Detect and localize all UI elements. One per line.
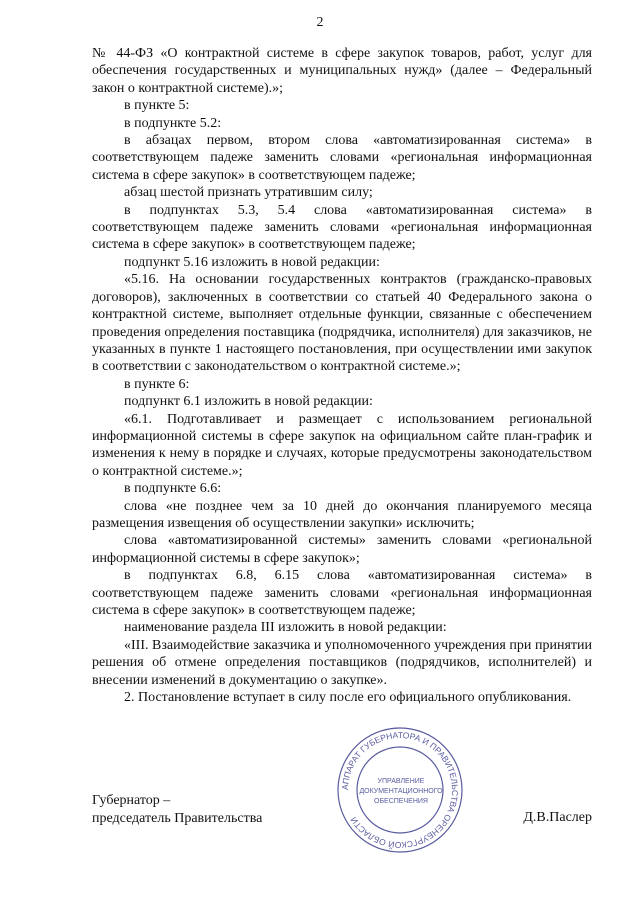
paragraph: подпункт 5.16 изложить в новой редакции: <box>124 254 380 270</box>
signatory-name: Д.В.Паслер <box>523 810 592 825</box>
paragraph: в пункте 6: <box>124 376 190 392</box>
paragraph: в абзацах первом, втором слова «автоматизированная система» в соответствующем падеже заменить словами «региональная информационная система в сфере закупок» в соответствующем падеже; <box>92 133 592 183</box>
paragraph: абзац шестой признать утратившим силу; <box>124 185 373 201</box>
document-body <box>92 45 592 706</box>
paragraph: «III. Взаимодействие заказчика и уполномоченного учреждения при принятии решения об отмене определения поставщиков (подрядчиков, исполнителей) и внесении изменений в документацию о закупке». <box>92 637 592 688</box>
paragraph: 2. Постановление вступает в силу после его официального опубликования. <box>124 690 572 706</box>
paragraph: № 44-ФЗ «О контрактной системе в сфере закупок товаров, работ, услуг для обеспечения государственных и муниципальных нужд» (далее – Федеральный закон о контрактной системе).»; <box>92 46 592 96</box>
paragraph: в подпунктах 6.8, 6.15 слова «автоматизированная система» в соответствующем падеже заменить словами «региональная информационная система в сфере закупок» в соответствующем падеже; <box>92 568 592 618</box>
paragraph: подпункт 6.1 изложить в новой редакции: <box>124 394 373 410</box>
stamp-ring-text: АППАРАТ ГУБЕРНАТОРА И ПРАВИТЕЛЬСТВА ОРЕНБУРГСКОЙ ОБЛАСТИ <box>339 729 461 851</box>
paragraph: в подпунктах 5.3, 5.4 слова «автоматизированная система» в соответствующем падеже заменить словами «региональная информационная система в сфере закупок» в соответствующем падеже; <box>92 202 592 253</box>
paragraph: слова «автоматизированной системы» заменить словами «региональной информационной системы в сфере закупок»; <box>92 533 592 566</box>
official-stamp <box>335 725 465 855</box>
paragraph: в пункте 5: <box>124 98 190 114</box>
signatory-position: председатель Правительства <box>92 811 263 826</box>
stamp-line-1: УПРАВЛЕНИЕ <box>377 778 425 785</box>
paragraph: слова «не позднее чем за 10 дней до окончания планируемого месяца размещения извещения об осуществлении закупки» исключить; <box>92 498 592 531</box>
stamp-line-3: ОБЕСПЕЧЕНИЯ <box>374 798 428 805</box>
paragraph: «5.16. На основании государственных контрактов (гражданско-правовых договоров), заключенных в соответствии со статьей 40 Федерального закона о контрактной системе, выполняет отдельные функции, связанные с обеспечением проведения определения поставщика (подрядчика, исполнителя) для заказчиков, не указанных в пункте 1 настоящего постановления, при осуществлении ими закупок в соответствии с законодательством о контрактной системе.»; <box>92 272 592 375</box>
paragraph: наименование раздела III изложить в новой редакции: <box>124 620 447 636</box>
paragraph: в подпункте 5.2: <box>124 115 222 131</box>
stamp-line-2: ДОКУМЕНТАЦИОННОГО <box>359 788 443 795</box>
paragraph: «6.1. Подготавливает и размещает с использованием региональной информационной системы в сфере закупок на официальном сайте план-график и изменения к нему в порядке и случаях, которые предусмотрены законодательством о контрактной системе.»; <box>92 411 592 479</box>
paragraph: в подпункте 6.6: <box>124 481 222 497</box>
signatory-title: Губернатор – <box>92 793 171 808</box>
page-number: 2 <box>316 15 324 30</box>
